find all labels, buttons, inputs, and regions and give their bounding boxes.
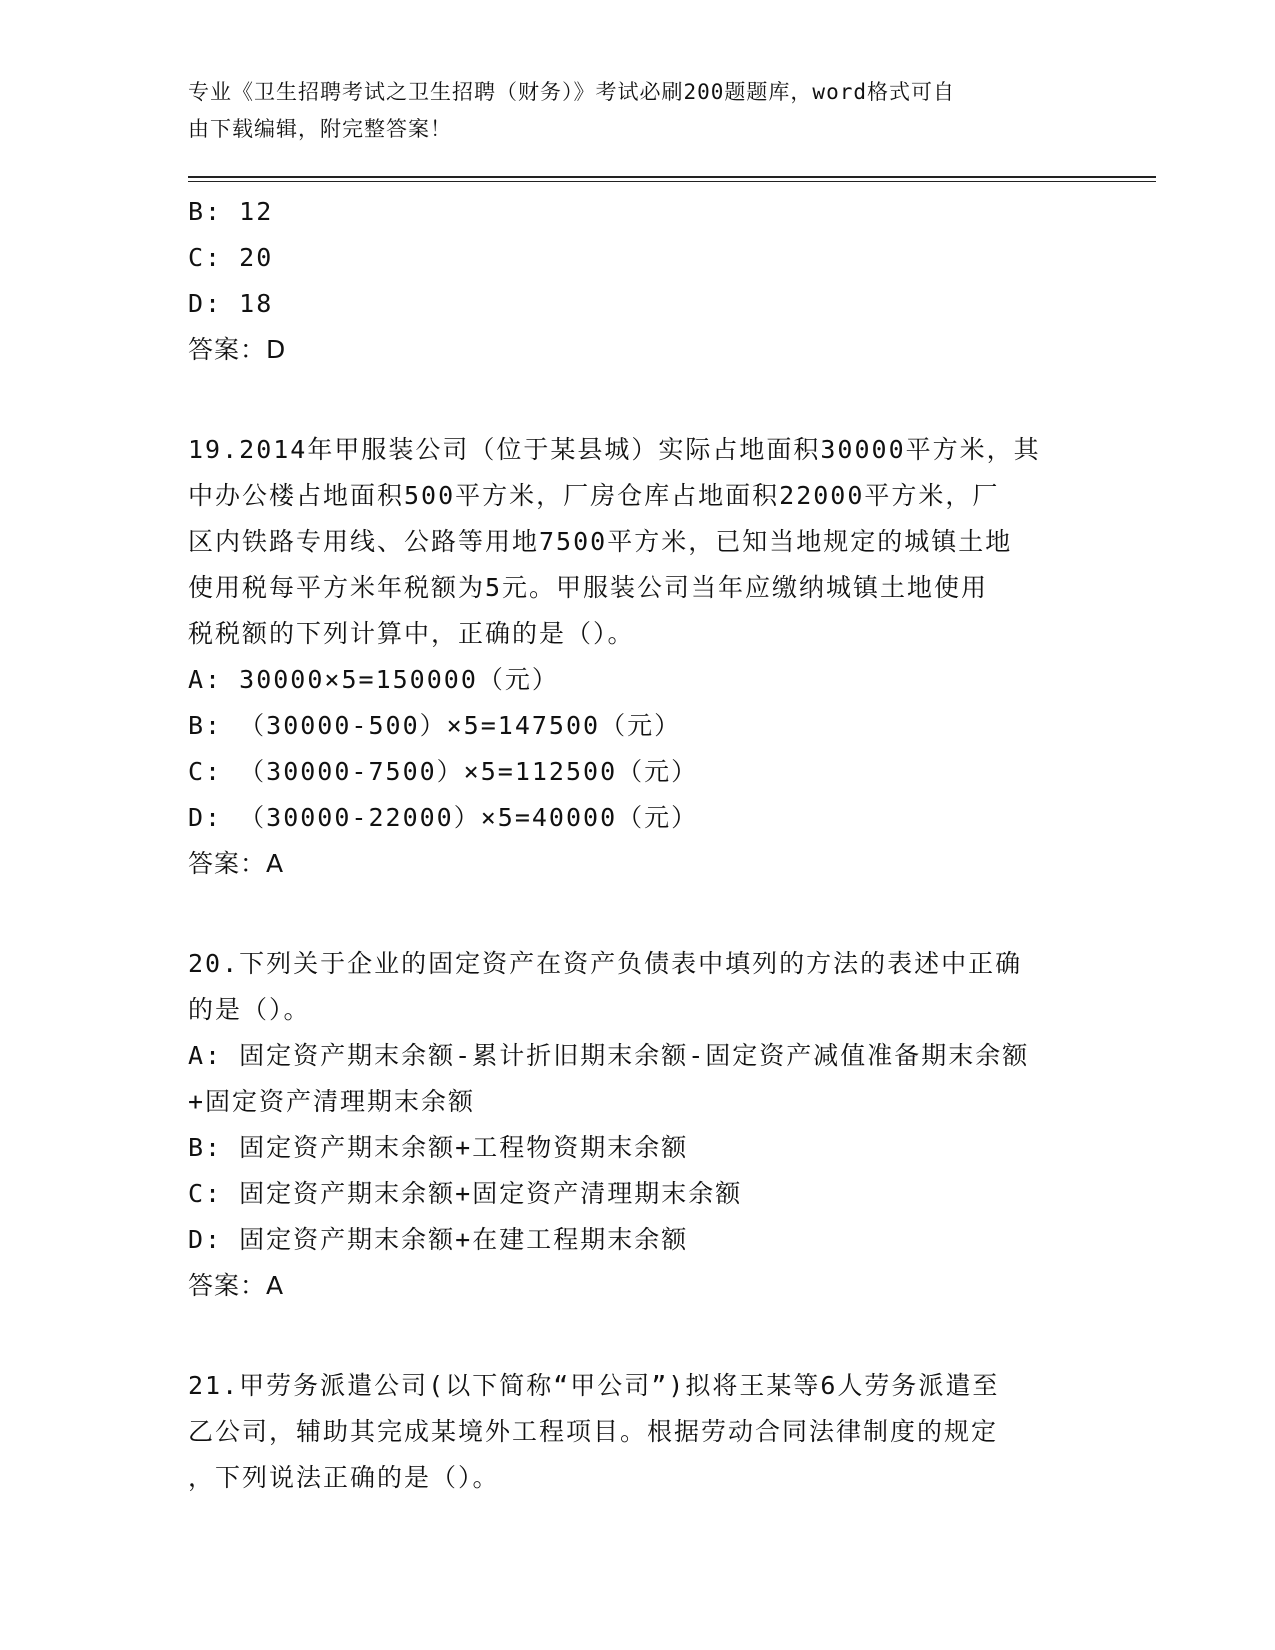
question-content: [188, 189, 1088, 1501]
spacer: [188, 887, 1088, 941]
spacer: [188, 1309, 1088, 1363]
header-line-1: 专业《卫生招聘考试之卫生招聘（财务）》考试必刷200题题库，word格式可自: [188, 80, 955, 104]
answer-line: 答案：A: [188, 1271, 285, 1300]
answer-line: 答案：D: [188, 335, 287, 364]
question-stem-line: 区内铁路专用线、公路等用地7500平方米，已知当地规定的城镇土地: [188, 527, 1013, 556]
header-line-2: 由下载编辑，附完整答案！: [188, 117, 452, 141]
option-c: C: （30000-7500）×5=112500（元）: [188, 757, 699, 786]
option-b: B: 12: [188, 197, 274, 226]
option-d: D: （30000-22000）×5=40000（元）: [188, 803, 699, 832]
answer-line: 答案：A: [188, 849, 285, 878]
question-stem-line: 乙公司，辅助其完成某境外工程项目。根据劳动合同法律制度的规定: [188, 1417, 999, 1446]
option-a-continued: +固定资产清理期末余额: [188, 1087, 476, 1116]
question-21: [188, 1363, 1088, 1501]
header-divider-thin: [188, 181, 1156, 182]
page-header: [188, 74, 1068, 148]
option-d: D: 18: [188, 289, 274, 318]
option-a: A: 固定资产期末余额-累计折旧期末余额-固定资产减值准备期末余额: [188, 1041, 1030, 1070]
option-b: B: （30000-500）×5=147500（元）: [188, 711, 682, 740]
question-stem-line: 的是（）。: [188, 995, 311, 1024]
question-stem-line: 19.2014年甲服装公司（位于某县城）实际占地面积30000平方米，其: [188, 435, 1041, 464]
question-stem-line: 中办公楼占地面积500平方米，厂房仓库占地面积22000平方米，厂: [188, 481, 1000, 510]
option-c: C: 20: [188, 243, 274, 272]
question-18-tail: [188, 189, 1088, 373]
option-b: B: 固定资产期末余额+工程物资期末余额: [188, 1133, 689, 1162]
question-stem-line: 使用税每平方米年税额为5元。甲服装公司当年应缴纳城镇土地使用: [188, 573, 989, 602]
option-c: C: 固定资产期末余额+固定资产清理期末余额: [188, 1179, 743, 1208]
question-19: [188, 427, 1088, 887]
question-stem-line: ，下列说法正确的是（）。: [188, 1463, 500, 1492]
spacer: [188, 373, 1088, 427]
option-d: D: 固定资产期末余额+在建工程期末余额: [188, 1225, 689, 1254]
option-a: A: 30000×5=150000（元）: [188, 665, 559, 694]
question-stem-line: 21.甲劳务派遣公司(以下简称“甲公司”)拟将王某等6人劳务派遣至: [188, 1371, 1000, 1400]
question-stem-line: 税税额的下列计算中，正确的是（）。: [188, 619, 635, 648]
question-stem-line: 20.下列关于企业的固定资产在资产负债表中填列的方法的表述中正确: [188, 949, 1023, 978]
header-divider-thick: [188, 176, 1156, 178]
question-20: [188, 941, 1088, 1309]
